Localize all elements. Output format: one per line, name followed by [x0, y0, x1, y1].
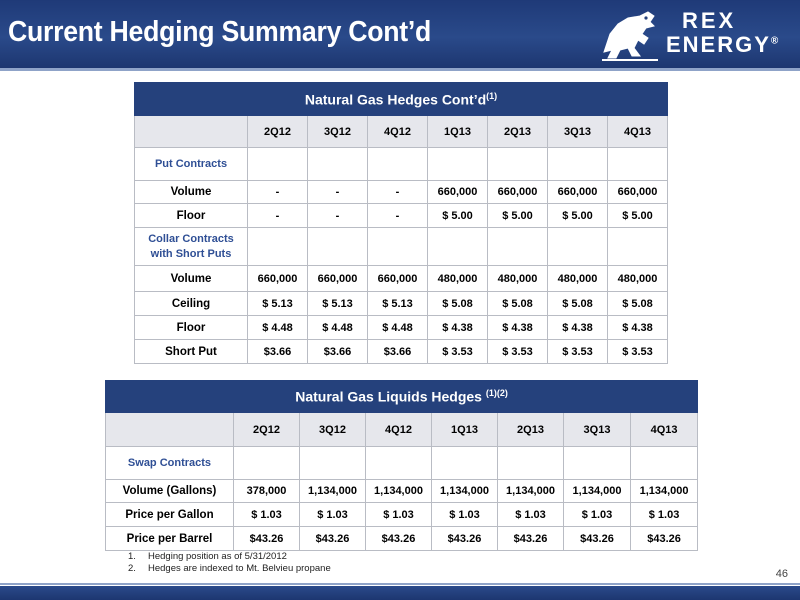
company-logo [598, 4, 794, 64]
cell: $43.26 [564, 527, 631, 551]
cell: 480,000 [608, 266, 668, 292]
cell: $ 1.03 [432, 503, 498, 527]
cell: 660,000 [308, 266, 368, 292]
gas-col-header: 4Q13 [608, 116, 668, 148]
cell: $ 1.03 [234, 503, 300, 527]
row-label: Volume (Gallons) [106, 480, 234, 503]
cell: $3.66 [308, 340, 368, 364]
ngl-column-header-row [106, 413, 698, 447]
table-row [135, 266, 668, 292]
cell: 660,000 [488, 181, 548, 204]
ngl-col-header: 1Q13 [432, 413, 498, 447]
cell: - [248, 181, 308, 204]
cell: 1,134,000 [631, 480, 698, 503]
page-number: 46 [775, 568, 788, 580]
cell: $ 4.38 [548, 316, 608, 340]
footnote-item: 1. Hedging position as of 5/31/2012 [128, 551, 287, 562]
cell: $43.26 [366, 527, 432, 551]
cell: 480,000 [428, 266, 488, 292]
gas-title-footnote: (1) [486, 90, 498, 101]
ngl-col-header: 2Q12 [234, 413, 300, 447]
gas-table-title: Natural Gas Hedges $Cont’d^{(1)}$ [135, 83, 668, 116]
table-row [106, 503, 698, 527]
cell: $43.26 [631, 527, 698, 551]
ngl-col-header: 3Q12 [300, 413, 366, 447]
cell: $ 3.53 [548, 340, 608, 364]
cell: 1,134,000 [366, 480, 432, 503]
ngl-table-title: Natural Gas Liquids Hedges $^{(1)(2)}$ [106, 381, 698, 413]
row-label: Price per Barrel [106, 527, 234, 551]
table-row [135, 316, 668, 340]
cell: 660,000 [248, 266, 308, 292]
cell: 480,000 [548, 266, 608, 292]
cell: 660,000 [368, 266, 428, 292]
natural-gas-hedges-table [134, 82, 668, 364]
cell: $ 1.03 [498, 503, 564, 527]
cell: $ 4.38 [428, 316, 488, 340]
cell: $ 1.03 [564, 503, 631, 527]
cell: $ 5.08 [488, 292, 548, 316]
cell: $43.26 [432, 527, 498, 551]
cell: $ 5.08 [428, 292, 488, 316]
cell: $ 4.38 [608, 316, 668, 340]
cell: - [248, 204, 308, 228]
table-row [135, 340, 668, 364]
natural-gas-liquids-hedges-table [105, 380, 698, 551]
cell: 480,000 [488, 266, 548, 292]
footer-bar [0, 586, 800, 600]
cell: $ 5.00 [488, 204, 548, 228]
table-row [135, 204, 668, 228]
cell: $43.26 [498, 527, 564, 551]
cell: $ 5.13 [248, 292, 308, 316]
cell: $ 1.03 [631, 503, 698, 527]
gas-col-header: 1Q13 [428, 116, 488, 148]
cell: 1,134,000 [300, 480, 366, 503]
cell: $ 1.03 [300, 503, 366, 527]
cell: $ 5.00 [608, 204, 668, 228]
gas-col-header: 2Q12 [248, 116, 308, 148]
cell: $ 4.38 [488, 316, 548, 340]
put-contracts-label: Put Contracts [135, 148, 248, 181]
row-label: Floor [135, 204, 248, 228]
cell: $ 1.03 [366, 503, 432, 527]
gas-col-header: 2Q13 [488, 116, 548, 148]
cell: - [308, 204, 368, 228]
table-row [135, 181, 668, 204]
cell: $ 5.08 [548, 292, 608, 316]
row-label: Volume [135, 266, 248, 292]
cell: $ 3.53 [428, 340, 488, 364]
header-divider [0, 68, 800, 71]
ngl-header-blank [106, 413, 234, 447]
table-row [135, 292, 668, 316]
cell: 660,000 [548, 181, 608, 204]
cell: $ 5.00 [428, 204, 488, 228]
ngl-title-footnote: (1)(2) [485, 388, 508, 399]
cell: $43.26 [300, 527, 366, 551]
gas-col-header: 3Q13 [548, 116, 608, 148]
cell: $ 5.13 [368, 292, 428, 316]
cell: $ 3.53 [608, 340, 668, 364]
ngl-col-header: 4Q13 [631, 413, 698, 447]
logo-wordmark-energy: ENERGY® [666, 32, 781, 57]
footnote-item: 2. Hedges are indexed to Mt. Belvieu propane [128, 563, 331, 574]
cell: 378,000 [234, 480, 300, 503]
row-label: Price per Gallon [106, 503, 234, 527]
row-label: Ceiling [135, 292, 248, 316]
cell: 1,134,000 [498, 480, 564, 503]
row-label: Short Put [135, 340, 248, 364]
swap-contracts-label: Swap Contracts [106, 447, 234, 480]
ngl-col-header: 2Q13 [498, 413, 564, 447]
cell: - [368, 181, 428, 204]
cell: 1,134,000 [432, 480, 498, 503]
registered-mark: ® [770, 35, 781, 47]
cell: $ 5.13 [308, 292, 368, 316]
table-row [106, 527, 698, 551]
collar-contracts-label: Collar Contracts with Short Puts [135, 228, 248, 266]
logo-wordmark-rex: REX [682, 8, 737, 33]
gas-col-header: 3Q12 [308, 116, 368, 148]
gas-column-header-row [135, 116, 668, 148]
footer-divider [0, 583, 800, 585]
cell: - [308, 181, 368, 204]
dinosaur-emblem-icon [598, 4, 662, 64]
gas-col-header: 4Q12 [368, 116, 428, 148]
cell: $ 4.48 [368, 316, 428, 340]
page-title: Current Hedging Summary Cont’d [8, 16, 432, 48]
put-contracts-section-row [135, 148, 668, 181]
collar-contracts-section-row [135, 228, 668, 266]
cell: 660,000 [608, 181, 668, 204]
row-label: Floor [135, 316, 248, 340]
cell: $ 4.48 [308, 316, 368, 340]
ngl-col-header: 4Q12 [366, 413, 432, 447]
ngl-col-header: 3Q13 [564, 413, 631, 447]
row-label: Volume [135, 181, 248, 204]
cell: $ 3.53 [488, 340, 548, 364]
swap-contracts-section-row [106, 447, 698, 480]
cell: $3.66 [248, 340, 308, 364]
cell: - [368, 204, 428, 228]
cell: 660,000 [428, 181, 488, 204]
table-row [106, 480, 698, 503]
cell: 1,134,000 [564, 480, 631, 503]
gas-header-blank [135, 116, 248, 148]
cell: $ 5.08 [608, 292, 668, 316]
footnotes [128, 551, 331, 575]
cell: $ 5.00 [548, 204, 608, 228]
cell: $ 4.48 [248, 316, 308, 340]
cell: $3.66 [368, 340, 428, 364]
cell: $43.26 [234, 527, 300, 551]
